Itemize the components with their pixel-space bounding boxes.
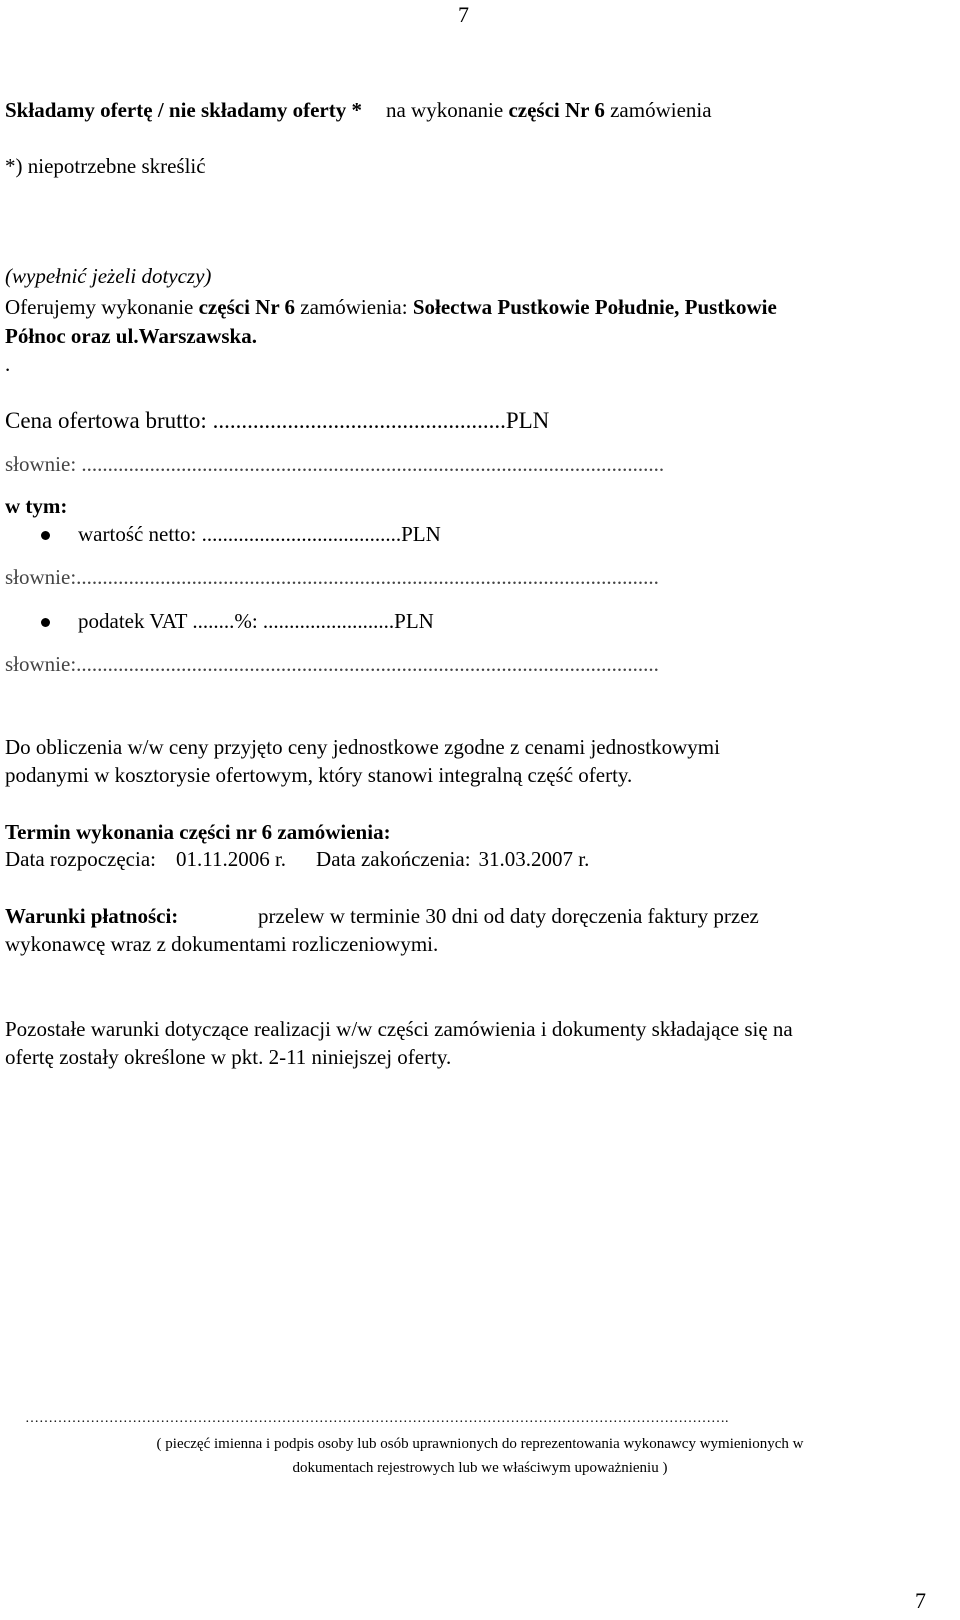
offer-scope-line3: .	[5, 352, 11, 376]
net-value-field: wartość netto: ......................................PLN	[78, 522, 441, 546]
offer-scope-a: Oferujemy wykonanie	[5, 295, 199, 319]
offer-choice: Składamy ofertę / nie składamy oferty *	[5, 98, 362, 122]
vat-words: słownie:...............................................................................................................	[5, 652, 659, 676]
bullet-icon	[41, 531, 50, 540]
offer-scope-location: Sołectwa Pustkowie Południe, Pustkowie	[412, 295, 777, 319]
page-number-bottom: 7	[915, 1588, 926, 1613]
payment-text-line1: przelew w terminie 30 dni od daty doręczenia faktury przez	[258, 904, 759, 928]
signature-caption-line2: dokumentach rejestrowych lub we właściwym upoważnieniu )	[292, 1460, 668, 1476]
offer-text-c: zamówienia	[604, 98, 712, 122]
start-date-label: Data rozpoczęcia:	[5, 847, 156, 871]
offer-scope-part: części Nr 6	[198, 295, 296, 319]
offer-text-a: na wykonanie	[385, 98, 509, 122]
other-conditions-line1: Pozostałe warunki dotyczące realizacji w/w części zamówienia i dokumenty składające się na	[5, 1017, 793, 1041]
start-date-value: 01.11.2006 r.	[175, 847, 287, 871]
footnote: *) niepotrzebne skreślić	[5, 154, 206, 178]
offer-scope-c: zamówienia:	[295, 295, 413, 319]
end-date-label: Data zakończenia:	[316, 847, 471, 871]
offer-scope-line2: Północ oraz ul.Warszawska.	[5, 324, 257, 348]
vat-field: podatek VAT ........%: .........................PLN	[78, 609, 434, 633]
page-number-top: 7	[458, 2, 469, 27]
offer-part-number: części Nr 6	[508, 98, 605, 122]
signature-dots: …………………………………………………………………………………………………………………………………….	[25, 1412, 729, 1426]
gross-price-words: słownie: ...............................................................................................................	[5, 452, 665, 476]
calc-note-line1: Do obliczenia w/w ceny przyjęto ceny jednostkowe zgodne z cenami jednostkowymi	[5, 735, 720, 759]
gross-price-field: Cena ofertowa brutto: ...................................................PLN	[5, 408, 550, 433]
end-date-value: 31.03.2007 r.	[478, 847, 590, 871]
signature-caption-line1: ( pieczęć imienna i podpis osoby lub osób uprawnionych do reprezentowania wykonawcy wymienionych w	[156, 1436, 804, 1452]
offer-scope-line1	[5, 297, 777, 318]
calc-note-line2: podanymi w kosztorysie ofertowym, który stanowi integralną część oferty.	[5, 763, 633, 787]
bullet-icon	[41, 618, 50, 627]
in-that-label: w tym:	[5, 494, 68, 518]
applicable-note: (wypełnić jeżeli dotyczy)	[5, 264, 212, 288]
payment-label: Warunki płatności:	[5, 904, 179, 928]
term-heading: Termin wykonania części nr 6 zamówienia:	[5, 820, 391, 844]
offer-line	[5, 100, 712, 121]
net-value-words: słownie:...............................................................................................................	[5, 565, 659, 589]
other-conditions-line2: ofertę zostały określone w pkt. 2-11 niniejszej oferty.	[5, 1045, 452, 1069]
term-dates	[5, 849, 589, 870]
payment-text-line2: wykonawcę wraz z dokumentami rozliczeniowymi.	[5, 932, 439, 956]
